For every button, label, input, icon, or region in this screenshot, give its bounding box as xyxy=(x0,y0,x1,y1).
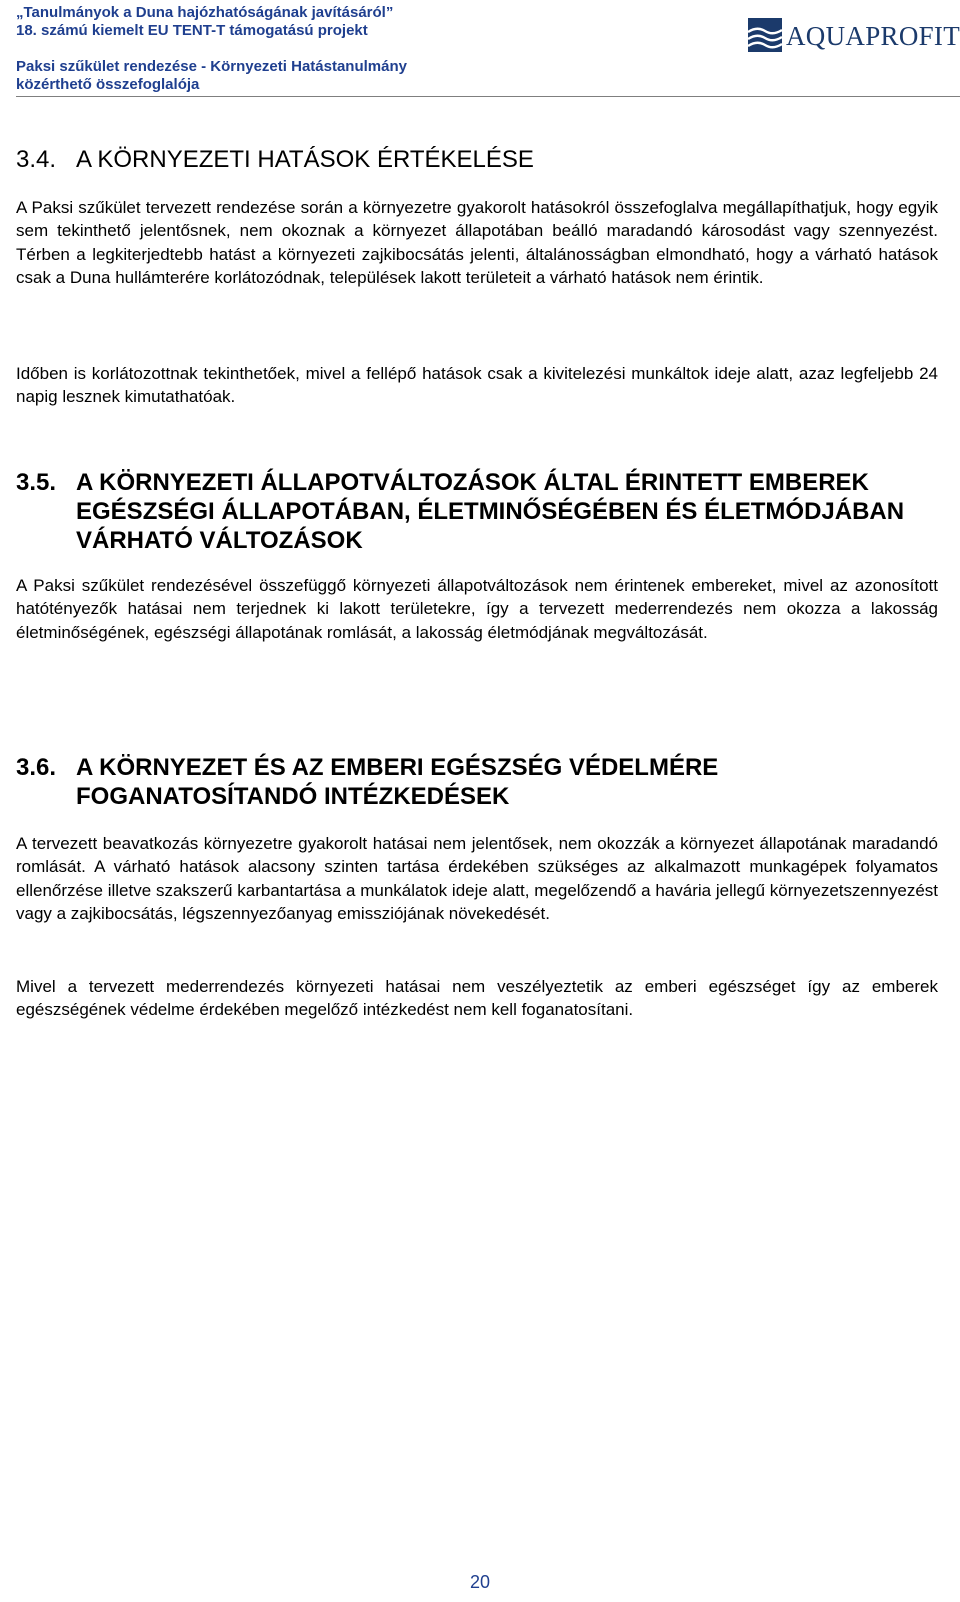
page-header xyxy=(0,0,960,98)
section-title-line: A KÖRNYEZET ÉS AZ EMBERI EGÉSZSÉG VÉDELMÉRE xyxy=(76,754,719,781)
section-3-6-paragraph-2: Mivel a tervezett mederrendezés környezeti hatásai nem veszélyeztetik az emberi egészséget így az emberek egészségének védelme érdekében megelőző intézkedést nem kell foganatosítani. xyxy=(16,977,938,1020)
section-title xyxy=(76,753,940,811)
header-project: 18. számú kiemelt EU TENT-T támogatású projekt xyxy=(16,22,368,39)
section-3-5-paragraph-1: A Paksi szűkület rendezésével összefüggő környezeti állapotváltozások nem érintenek embereket, mivel az azonosított hatótényezők hatásai nem terjednek ki lakott területekre, így a tervezett mederrendezés nem okozza a lakosság életminőségének, egészségi állapotának romlását, a lakosság életmódjának megváltozását. xyxy=(16,576,938,642)
section-number: 3.4. xyxy=(16,146,57,173)
section-3-4-paragraph-2: Időben is korlátozottnak tekinthetőek, mivel a fellépő hatások csak a kivitelezési munkáltok ideje alatt, azaz legfeljebb 24 napig lesznek kimutathatóak. xyxy=(16,364,938,407)
header-document: Paksi szűkület rendezése - Környezeti Hatástanulmány xyxy=(16,58,407,75)
section-title-line: FOGANATOSÍTANDÓ INTÉZKEDÉSEK xyxy=(76,783,510,810)
section-title xyxy=(76,468,940,555)
aquaprofit-logo-icon xyxy=(748,18,782,52)
section-title: A KÖRNYEZETI HATÁSOK ÉRTÉKELÉSE xyxy=(76,146,534,173)
header-title: „Tanulmányok a Duna hajózhatóságának javításáról” xyxy=(16,4,394,21)
header-divider xyxy=(16,96,960,97)
section-title-line: EGÉSZSÉGI ÁLLAPOTÁBAN, ÉLETMINŐSÉGÉBEN ÉS ÉLETMÓDJÁBAN xyxy=(76,498,905,525)
header-subtitle: közérthető összefoglalója xyxy=(16,76,200,93)
aquaprofit-logo xyxy=(748,18,960,52)
section-3-6-paragraph-1: A tervezett beavatkozás környezetre gyakorolt hatásai nem jelentősek, nem okozzák a környezet állapotának maradandó romlását. A várható hatások alacsony szinten tartása érdekében szükséges az alkalmazott munkagépek folyamatos ellenőrzése illetve szakszerű karbantartása a munkálatok ideje alatt, megelőzendő a havária jellegű környezetszennyezést vagy a zajkibocsátás, légszennyezőanyag emissziójának növekedését. xyxy=(16,834,938,923)
section-3-4-paragraph-1: A Paksi szűkület tervezett rendezése során a környezetre gyakorolt hatásokról összefoglalva megállapíthatjuk, hogy egyik sem tekinthető jelentősnek, nem okoznak a környezet állapotában beálló maradandó károsodást vagy szennyezést. Térben a legkiterjedtebb hatást a környezeti zajkibocsátás jelenti, általánosságban elmondható, hogy a várható hatások csak a Duna hullámterére korlátozódnak, települések lakott területeit a várható hatások nem érintik. xyxy=(16,198,938,287)
section-number: 3.6. xyxy=(16,754,57,781)
section-title-line: VÁRHATÓ VÁLTOZÁSOK xyxy=(76,527,363,554)
section-number: 3.5. xyxy=(16,469,57,496)
page-number: 20 xyxy=(469,1572,491,1592)
section-title-line: A KÖRNYEZETI ÁLLAPOTVÁLTOZÁSOK ÁLTAL ÉRINTETT EMBEREK xyxy=(76,469,869,496)
logo-wordmark: AQUAPROFIT xyxy=(786,21,960,51)
